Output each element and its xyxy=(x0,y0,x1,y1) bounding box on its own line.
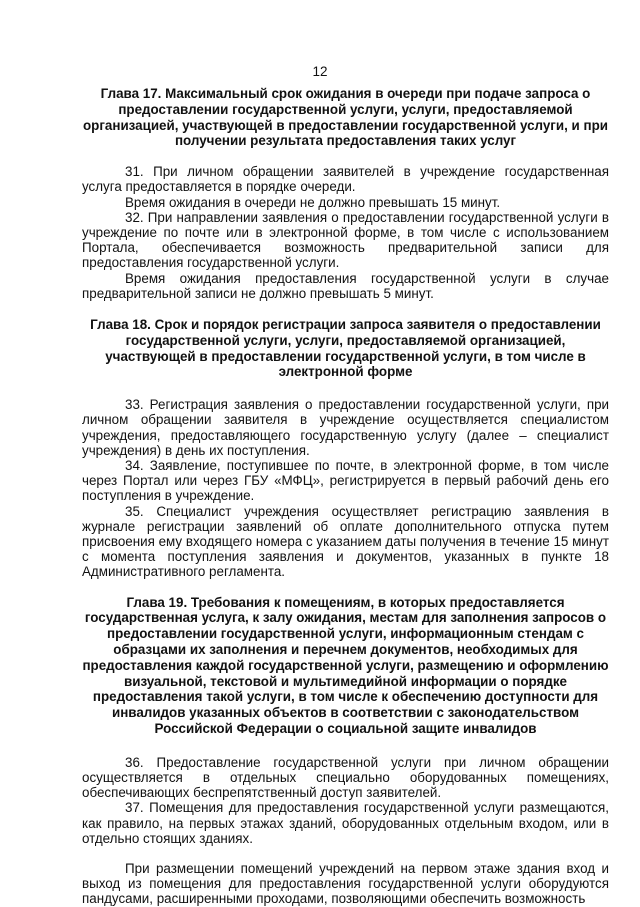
paragraph-31: 31. При личном обращении заявителей в учреждение государственная услуга предоставляется в порядке очереди. xyxy=(82,164,609,195)
paragraph-31-wait-time: Время ожидания в очереди не должно превышать 15 минут. xyxy=(125,194,501,210)
paragraph-32: 32. При направлении заявления о предоставлении государственной услуги в учреждение по почте или в электронной форме, в том числе с использованием Портала, обеспечивается возможность предварительной записи для предоставления государственной услуги. xyxy=(82,209,609,271)
paragraph-34: 34. Заявление, поступившее по почте, в электронной форме, в том числе через Портал или через ГБУ «МФЦ», регистрируется в первый рабочий день его поступления в учреждение. xyxy=(82,458,609,504)
chapter-18-heading: Глава 18. Срок и порядок регистрации запроса заявителя о предоставлении государственной услуги, услуги, предоставляемой организацией, участвующей в предоставлении государственной услуги, в том числе в электронной форме xyxy=(90,317,601,380)
paragraph-37: 37. Помещения для предоставления государственной услуги размещаются, как правило, на первых этажах зданий, оборудованных отдельным входом, или в отдельно стоящих зданиях. xyxy=(82,800,609,846)
paragraph-35: 35. Специалист учреждения осуществляет регистрацию заявления в журнале регистрации заявлений об оплате дополнительного отпуска путем присвоения ему входящего номера с указанием даты получения в течение 15 минут с момента поступления заявления и документов, указанных в пункте 18 Административного регламента. xyxy=(82,503,609,580)
paragraph-33: 33. Регистрация заявления о предоставлении государственной услуги, при личном обращении заявителя в учреждение осуществляется специалистом учреждения, предоставляющего государственную услугу (далее – специалист учреждения) в день их поступления. xyxy=(82,397,609,458)
paragraph-37-first-floor: При размещении помещений учреждений на первом этаже здания вход и выход из помещения для предоставления государственной услуги оборудуются пандусами, расширенными проходами, позволяющими обеспечить возможность xyxy=(82,861,609,907)
paragraph-36: 36. Предоставление государственной услуги при личном обращении осуществляется в отдельных специально оборудованных помещениях, обеспечивающих беспрепятственный доступ заявителей. xyxy=(82,754,609,801)
chapter-19-heading: Глава 19. Требования к помещениям, в которых предоставляется государственная услуга, к залу ожидания, местам для заполнения запросов о предоставлении государственной услуги, информационным стендам с образцами их заполнения и перечнем документов, необходимых для предоставления каждой государственной услуги, размещению и оформлению визуальной, текстовой и мультимедийной информации о порядке предоставления такой услуги, в том числе к обеспечению доступности для инвалидов указанных объектов в соответствии с законодательством Российской Федерации о социальной защите инвалидов xyxy=(82,594,609,737)
paragraph-32-wait-time: Время ожидания предоставления государственной услуги в случае предварительной записи не должно превышать 5 минут. xyxy=(82,270,609,301)
chapter-17-heading: Глава 17. Максимальный срок ожидания в очереди при подаче запроса о предоставлении государственной услуги, услуги, предоставляемой организацией, участвующей в предоставлении государственной услуги, и при получении результата предоставления таких услуг xyxy=(82,86,609,149)
page-number: 12 xyxy=(312,64,328,79)
document-body xyxy=(82,86,609,907)
